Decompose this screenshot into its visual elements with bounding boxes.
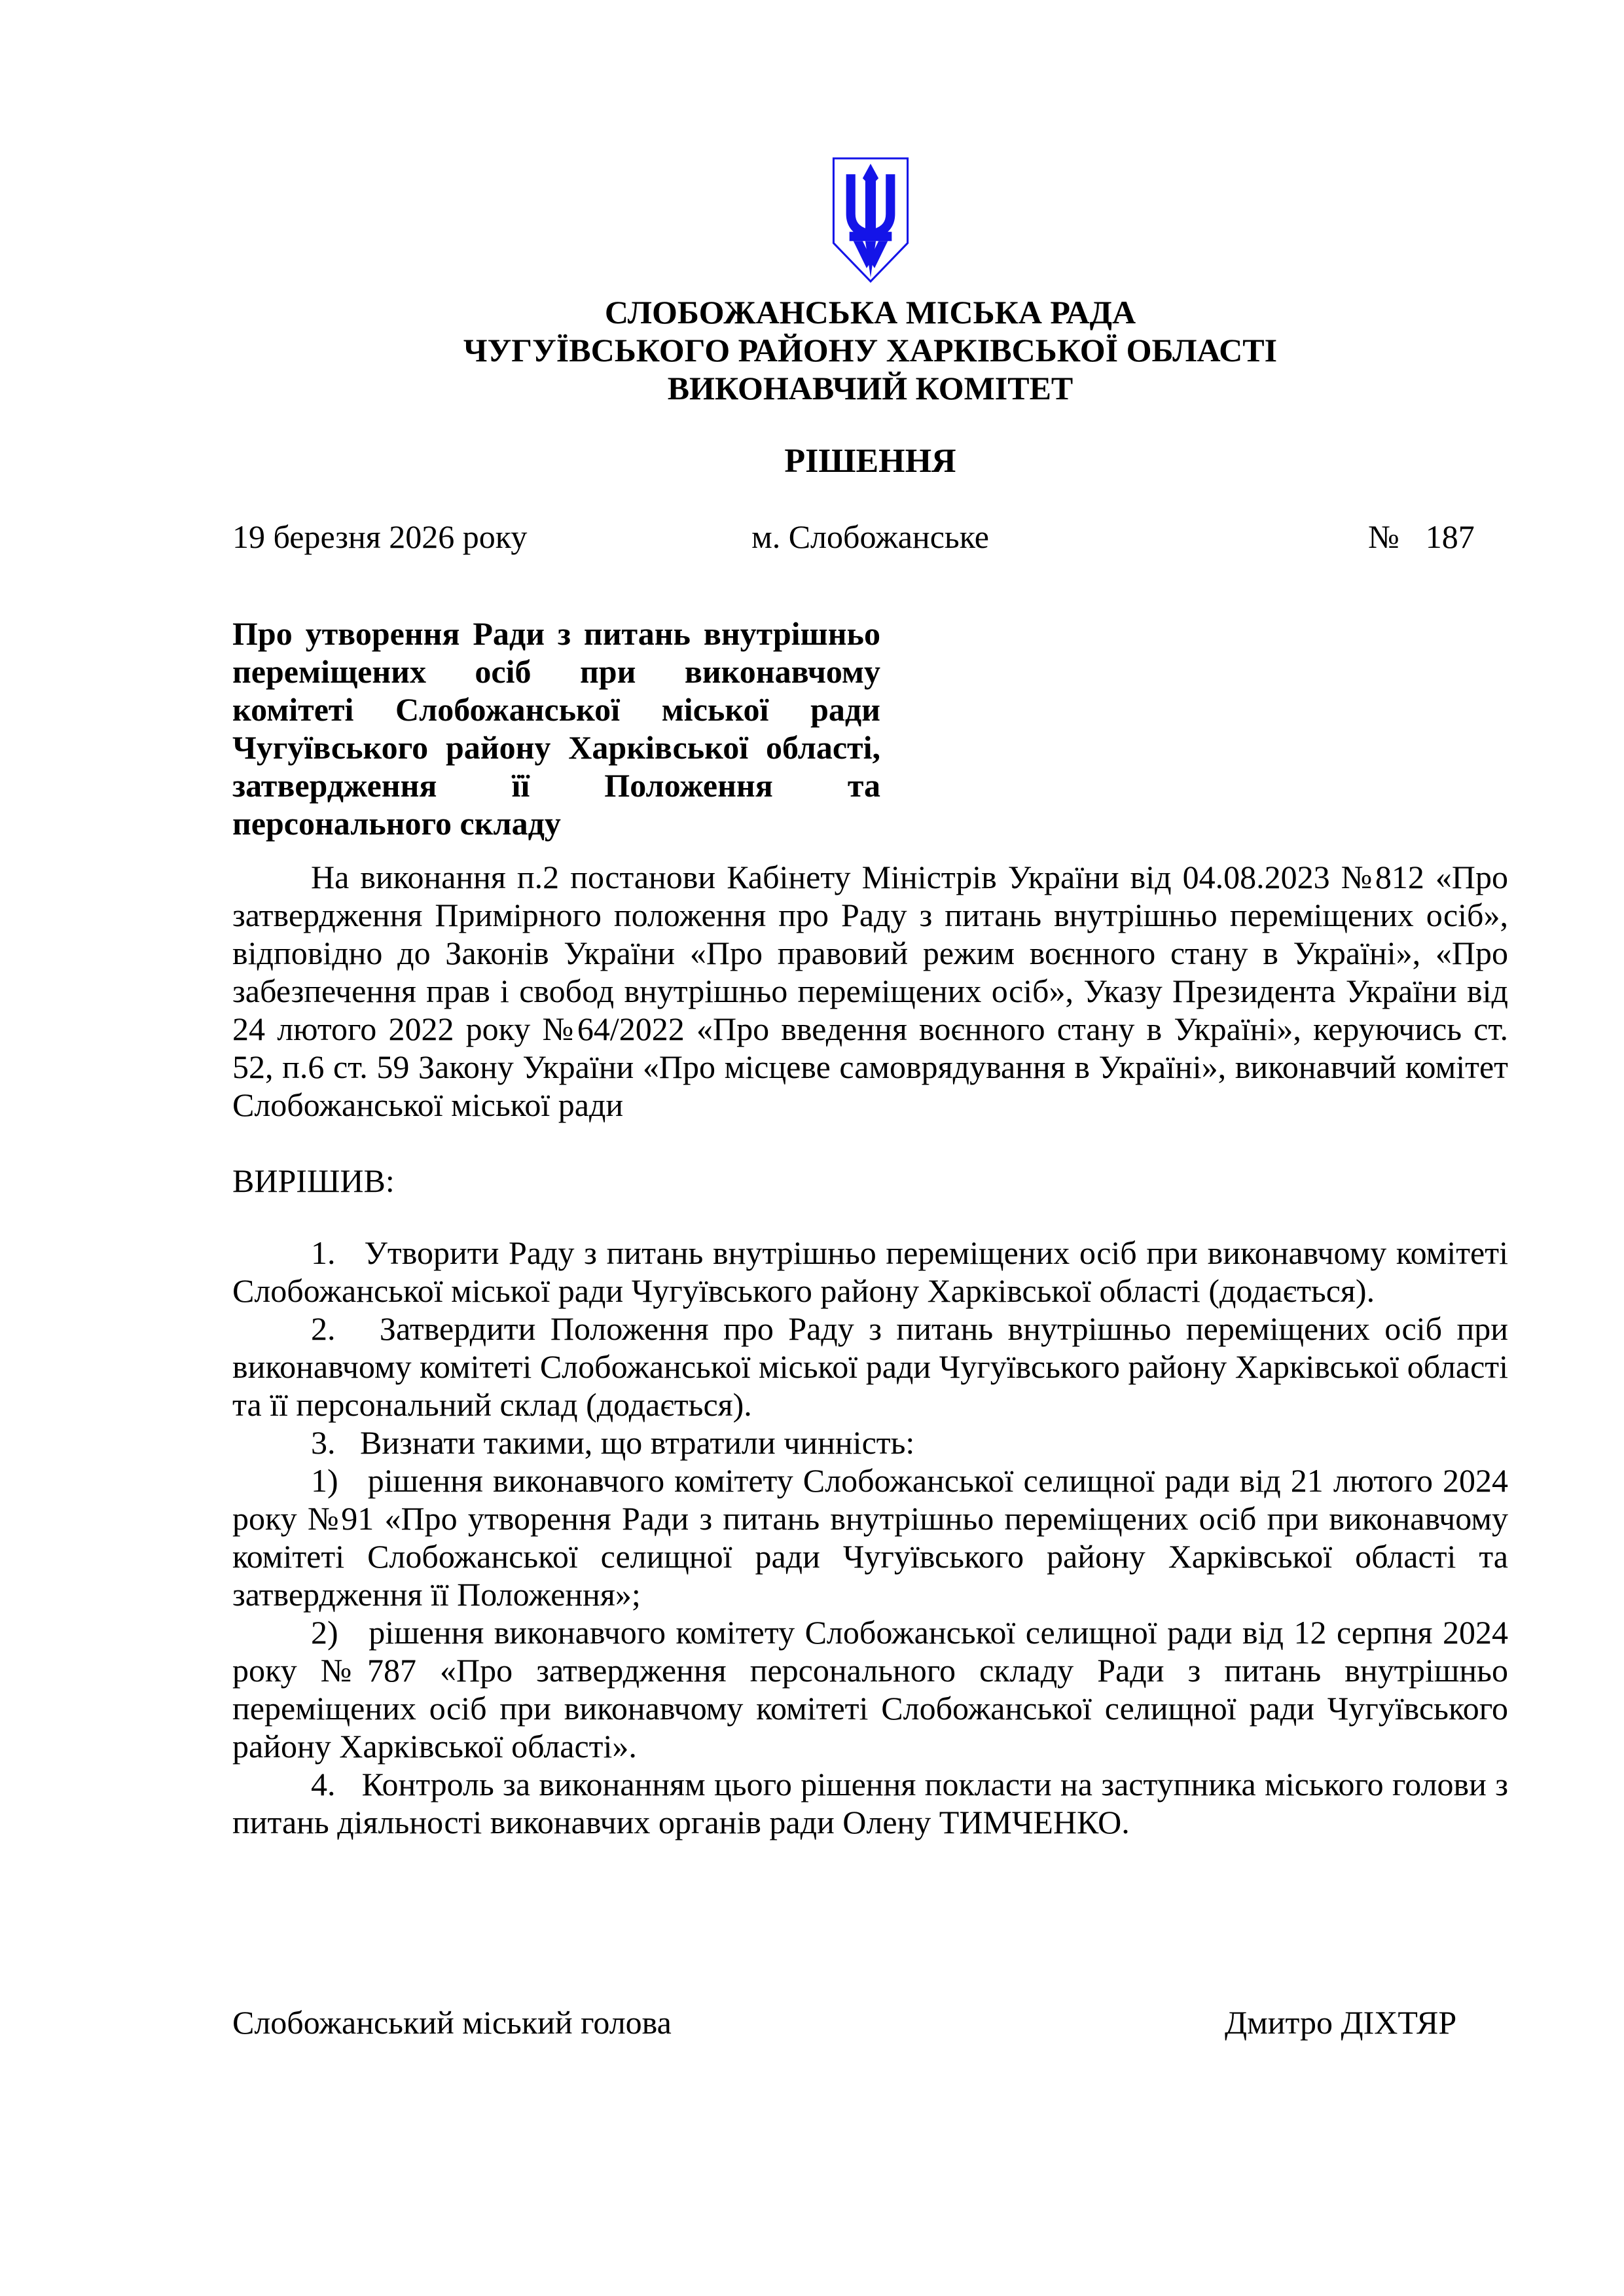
org-name-line-3: ВИКОНАВЧИЙ КОМІТЕТ xyxy=(667,370,1074,406)
resolution-item: 1) рішення виконавчого комітету Слобожанської селищної ради від 21 лютого 2024 року №91 «Про утворення Ради з питань внутрішньо переміщених осіб при виконавчому комітеті Слобожанської селищної ради Чугуївського району Харківської області та затвердження її Положення»; xyxy=(232,1462,1508,1613)
meta-row xyxy=(232,518,1508,556)
letterhead xyxy=(232,293,1508,407)
resolved-heading: ВИРІШИВ: xyxy=(232,1162,395,1199)
decision-title: Про утворення Ради з питань внутрішньо переміщених осіб при виконавчому комітеті Слобожанської міської ради Чугуївського району Харківської області, затвердження її Положення та персонального складу xyxy=(232,615,880,842)
document-type-title: РІШЕННЯ xyxy=(784,442,956,480)
decision-place: м. Слобожанське xyxy=(751,518,989,555)
org-name-line-2: ЧУГУЇВСЬКОГО РАЙОНУ ХАРКІВСЬКОЇ ОБЛАСТІ xyxy=(463,332,1278,368)
decision-number-sign: № xyxy=(1368,518,1399,555)
signatory-name: Дмитро ДІХТЯР xyxy=(1225,2004,1457,2041)
decision-number-value: 187 xyxy=(1425,518,1475,555)
signatory-position: Слобожанський міський голова xyxy=(232,2004,672,2041)
signature-row xyxy=(232,2003,1508,2041)
decision-date: 19 березня 2026 року xyxy=(232,518,528,555)
resolution-item: 3. Визнати такими, що втратили чинність: xyxy=(311,1424,915,1461)
decision-number xyxy=(1368,518,1475,556)
resolution-item: 2) рішення виконавчого комітету Слобожанської селищної ради від 12 серпня 2024 року №787 «Про затвердження персонального складу Ради з питань внутрішньо переміщених осіб при виконавчому комітеті Слобожанської селищної ради Чугуївського району Харківської області». xyxy=(232,1614,1508,1765)
resolution-items xyxy=(232,1234,1508,1841)
tryzub-icon xyxy=(827,156,914,285)
preamble-paragraph: На виконання п.2 постанови Кабінету Міністрів України від 04.08.2023 №812 «Про затвердження Примірного положення про Раду з питань внутрішньо переміщених осіб», відповідно до Законів України «Про правовий режим воєнного стану в Україні», «Про забезпечення прав і свобод внутрішньо переміщених осіб», Указу Президента України від 24 лютого 2022 року №64/2022 «Про введення воєнного стану в Україні», керуючись ст. 52, п.6 ст. 59 Закону України «Про місцеве самоврядування в Україні», виконавчий комітет Слобожанської міської ради xyxy=(232,859,1508,1123)
resolution-item: 4. Контроль за виконанням цього рішення покласти на заступника міського голови з питань діяльності виконавчих органів ради Олену ТИМЧЕНКО. xyxy=(232,1766,1508,1840)
resolution-item: 2. Затвердити Положення про Раду з питань внутрішньо переміщених осіб при виконавчому комітеті Слобожанської міської ради Чугуївського району Харківської області та її персональний склад (додається). xyxy=(232,1310,1508,1423)
coat-of-arms xyxy=(827,156,914,285)
org-name-line-1: СЛОБОЖАНСЬКА МІСЬКА РАДА xyxy=(604,294,1136,331)
resolution-item: 1. Утворити Раду з питань внутрішньо переміщених осіб при виконавчому комітеті Слобожанської міської ради Чугуївського району Харківської області (додається). xyxy=(232,1234,1508,1309)
